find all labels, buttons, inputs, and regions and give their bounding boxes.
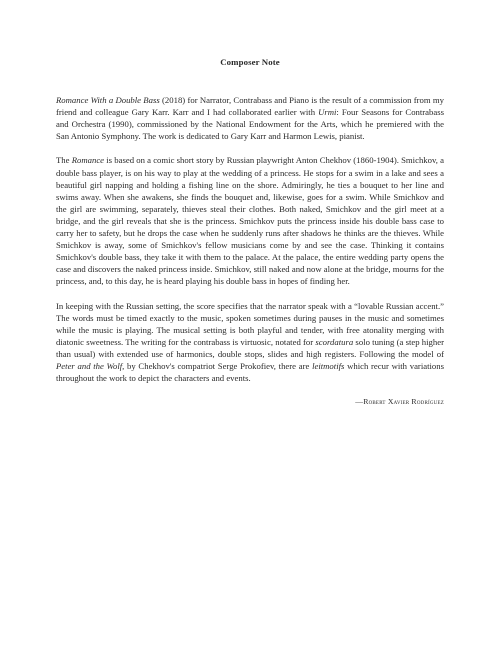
paragraph-text: solo tuning (a step higher than usual) with extended use of harmonics, double stops, slides and high registers. Following the model of	[56, 336, 444, 359]
signature	[56, 396, 444, 408]
work-title: Romance With a Double Bass	[56, 95, 160, 106]
paragraph-text: , by Chekhov's compatriot Serge Prokofiev, there are	[122, 360, 313, 371]
leitmotifs-term: leitmotifs	[312, 360, 345, 371]
paragraph-text: is based on a comic short story by Russian playwright Anton Chekhov (1860-1904). Smichkov, a double bass player, is on his way to play at the wedding of a princess. He stops for a swim in a lake and sees a beautiful girl napping and holding a fishing line on the shore. Admiringly, he ties a bouquet to her line and swims away. When she awakens, she finds the bouquet and, likewise, goes for a swim. While Smichkov and the girl are swimming, separately, thieves steal their clothes. Both naked, Smichkov and the girl meet at a bridge, and the girl reveals that she is the princess. Smichkov puts the princess inside his double bass case to carry her to safety, but he drops the case when he suddenly runs after shadows he thinks are the thieves. While Smichkov is away, some of Smichkov's fellow musicians come by and see the case. Thinking it contains Smichkov's double bass, they take it with them to the palace. At the palace, the entire wedding party opens the case and discovers the naked princess inside. Smichkov, still naked and now alone at the bridge, mourns for the princess, and, to this day, he is heard playing his double bass in hopes of finding her.	[56, 155, 444, 287]
signature-dash: —	[355, 397, 364, 407]
signature-name: Robert Xavier Rodríguez	[363, 397, 444, 407]
page-title: Composer Note	[220, 57, 280, 67]
paragraph-text: : Four Seasons for Contrabass and Orchestra (1990), commissioned by the National Endowment for the Arts, which he premiered with the San Antonio Symphony. The work is dedicated to Gary Karr and Harmon Lewis, pianist.	[56, 107, 444, 142]
paragraph-text: In keeping with the Russian setting, the score specifies that the narrator speak with a “lovable Russian accent.” The words must be timed exactly to the music, spoken sometimes during pauses in the music and sometimes while the music is playing. The musical setting is both playful and tender, with free atonality merging with diatonic sweetness. The writing for the contrabass is virtuosic, notated for	[56, 300, 444, 347]
paragraph-music	[56, 300, 444, 385]
urmi-title: Urmi	[318, 107, 337, 118]
paragraph-story	[56, 154, 444, 287]
peter-wolf-title: Peter and the Wolf	[56, 360, 123, 371]
paragraph-commission	[56, 94, 444, 142]
paragraph-text: (2018) for Narrator, Contrabass and Piano is the result of a commission from my friend and colleague Gary Karr. Karr and I had collaborated earlier with	[56, 95, 444, 118]
paragraph-text: which recur with variations throughout the work to depict the characters and events.	[56, 360, 444, 384]
romance-title: Romance	[71, 155, 105, 166]
scordatura-term: scordatura	[315, 336, 354, 347]
composer-note-page	[56, 56, 444, 408]
paragraph-text: The	[56, 155, 72, 166]
